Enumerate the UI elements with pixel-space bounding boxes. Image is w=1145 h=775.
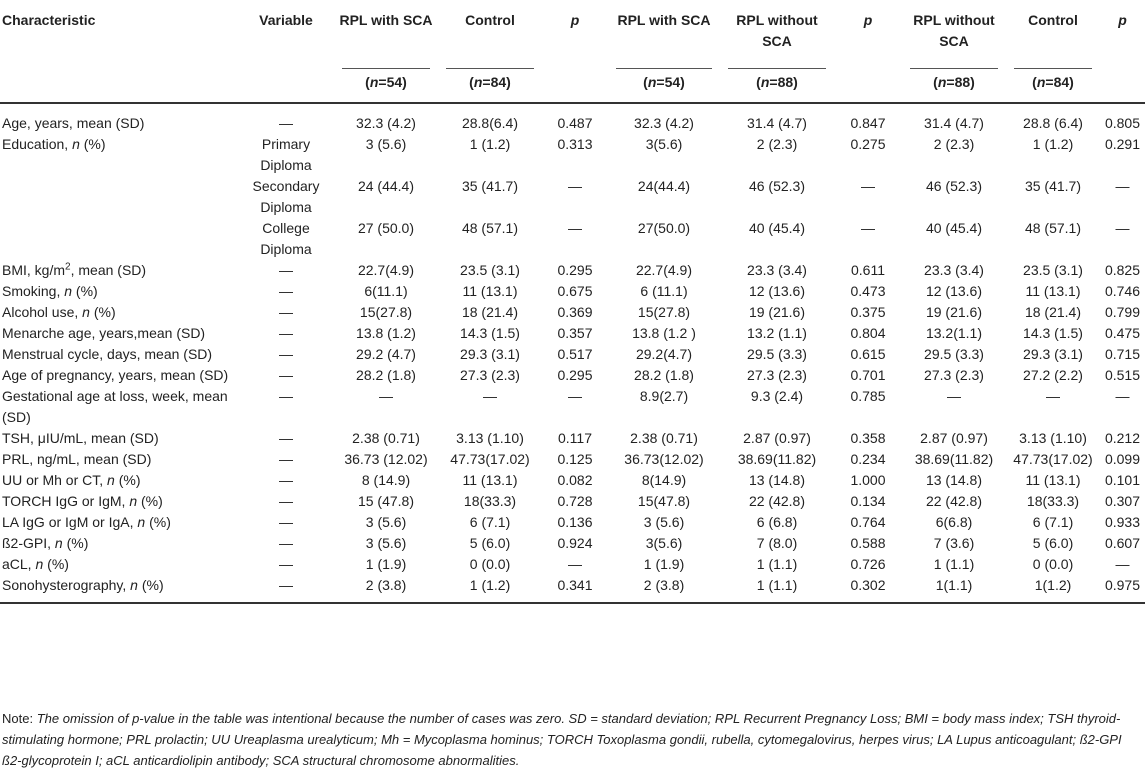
cell-value: — — [379, 388, 393, 404]
cell-value: 6 (6.8) — [756, 514, 798, 530]
cell-value: 47.73(17.02) — [1013, 451, 1093, 467]
cell-value: 38.69(11.82) — [914, 451, 994, 467]
table-row — [0, 491, 1145, 512]
cell-p-value: 0.799 — [1104, 304, 1141, 320]
header-characteristic: Characteristic — [2, 12, 96, 28]
cell-p-value: 1.000 — [850, 472, 886, 488]
cell-characteristic: BMI, $kg/m^2$, mean (SD) — [2, 261, 147, 278]
cell-value: 18 (21.4) — [461, 304, 519, 320]
cell-value: 18 (21.4) — [1024, 304, 1082, 320]
cell-value: 1(1.1) — [902, 575, 1006, 603]
table-row — [0, 218, 1145, 260]
header-variable: Variable — [259, 12, 313, 28]
cell-p-value: 0.847 — [850, 115, 886, 131]
cell-characteristic — [0, 218, 238, 260]
cell-value: 28.8(6.4) — [461, 115, 519, 131]
cell-variable: — — [279, 325, 293, 341]
cell-value: 24 (44.4) — [357, 178, 415, 194]
cell-value: 22 (42.8) — [748, 493, 806, 509]
cell-value: 32.3 (4.2) — [356, 115, 416, 131]
cell-characteristic: Menstrual cycle, days, mean (SD) — [2, 346, 213, 362]
cell-p-value: 0.134 — [850, 493, 886, 509]
cell-value: 23.5 (3.1) — [1023, 262, 1083, 278]
cell-p-value: 0.611 — [851, 262, 885, 278]
cell-p-value: 0.375 — [850, 304, 886, 320]
cell-characteristic: TSH, μIU/mL, mean (SD) — [2, 430, 159, 446]
cell-value: 2.38 (0.71) — [630, 430, 698, 446]
cell-value: 6(11.1) — [364, 283, 408, 299]
cell-characteristic: Education, n (%) — [2, 136, 106, 152]
cell-p-value: 0.804 — [850, 325, 886, 341]
cell-characteristic: Age, years, mean (SD) — [2, 115, 145, 131]
cell-value: 3 (5.6) — [365, 514, 407, 530]
cell-value: 5 (6.0) — [469, 535, 511, 551]
cell-value: 13.8 (1.2 ) — [632, 325, 696, 341]
cell-value: 24(44.4) — [637, 178, 691, 194]
cell-p-value: — — [568, 556, 582, 572]
table-row — [0, 302, 1145, 323]
cell-variable: — — [279, 388, 293, 404]
cell-value: 28.8 (6.4) — [1023, 115, 1083, 131]
cell-value: 23.5 (3.1) — [460, 262, 520, 278]
header-n-label: (n=54) — [608, 68, 720, 103]
cell-value: 18(33.3) — [1026, 493, 1080, 509]
table-row — [0, 386, 1145, 428]
cell-p-value: 0.234 — [850, 451, 886, 467]
cell-variable: — — [279, 430, 293, 446]
cell-value: 13.8 (1.2) — [356, 325, 416, 341]
cell-p-value: 0.615 — [850, 346, 886, 362]
cell-characteristic: ß2-GPI, n (%) — [2, 535, 89, 551]
header-group: Control — [1028, 12, 1078, 28]
header-p: p — [570, 12, 580, 28]
cell-p-value: 0.275 — [850, 136, 886, 152]
cell-value: 29.5 (3.3) — [924, 346, 984, 362]
table-body — [0, 103, 1145, 603]
cell-value: 12 (13.6) — [925, 283, 983, 299]
cell-value: 3 (5.6) — [365, 136, 407, 152]
cell-p-value: — — [861, 220, 875, 236]
cell-value: 18(33.3) — [463, 493, 517, 509]
cell-value: 11 (13.1) — [462, 472, 518, 488]
cell-value: 23.3 (3.4) — [747, 262, 807, 278]
cell-value: 15 (47.8) — [357, 493, 415, 509]
cell-value: 2 (2.3) — [933, 136, 975, 152]
cell-p-value: 0.975 — [1100, 575, 1145, 603]
cell-value: 8.9(2.7) — [639, 388, 689, 404]
cell-p-value: 0.082 — [557, 472, 593, 488]
cell-variable: — — [279, 346, 293, 362]
cell-value: 29.2 (4.7) — [356, 346, 416, 362]
table-row — [0, 575, 1145, 603]
cell-variable: — — [279, 451, 293, 467]
cell-p-value: 0.785 — [850, 388, 886, 404]
cell-value: 31.4 (4.7) — [924, 115, 984, 131]
cell-p-value: — — [861, 178, 875, 194]
header-row — [0, 4, 1145, 68]
cell-value: 3.13 (1.10) — [456, 430, 524, 446]
cell-p-value: 0.291 — [1104, 136, 1141, 152]
cell-p-value: 0.924 — [557, 535, 593, 551]
cell-value: 1 (1.9) — [365, 556, 407, 572]
cell-value: 1(1.2) — [1006, 575, 1100, 603]
cell-p-value: 0.295 — [557, 367, 593, 383]
cell-characteristic: Alcohol use, n (%) — [2, 304, 116, 320]
cell-p-value: — — [1115, 220, 1130, 236]
cell-value: 46 (52.3) — [925, 178, 983, 194]
cell-value: 8(14.9) — [641, 472, 687, 488]
cell-value: 2 (3.8) — [334, 575, 438, 603]
cell-variable: — — [279, 115, 293, 131]
cell-value: 6(6.8) — [935, 514, 973, 530]
header-n-label: (n=88) — [902, 68, 1006, 103]
table-note — [2, 708, 1143, 771]
cell-p-value: 0.825 — [1104, 262, 1141, 278]
cell-p-value: 0.517 — [557, 346, 593, 362]
cell-value: 29.3 (3.1) — [1023, 346, 1083, 362]
cell-value: 3 (5.6) — [643, 514, 685, 530]
header-group: RPL with SCA — [339, 12, 433, 28]
header-n-label: (n=88) — [720, 68, 834, 103]
cell-p-value: 0.357 — [557, 325, 593, 341]
cell-value: 22.7(4.9) — [635, 262, 693, 278]
cell-variable: — — [238, 575, 334, 603]
cell-value: 8 (14.9) — [361, 472, 411, 488]
header-n-label: (n=54) — [334, 68, 438, 103]
header-p: p — [863, 12, 873, 28]
cell-variable: — — [279, 304, 293, 320]
cell-value: 47.73(17.02) — [450, 451, 530, 467]
cell-value: 6 (7.1) — [469, 514, 511, 530]
cell-value: 48 (57.1) — [1024, 220, 1082, 236]
cell-value: 27.3 (2.3) — [460, 367, 520, 383]
cell-value: 11 (13.1) — [1025, 283, 1081, 299]
cell-value: 35 (41.7) — [1024, 178, 1082, 194]
cell-p-value: 0.805 — [1104, 115, 1141, 131]
cell-p-value: 0.607 — [1104, 535, 1141, 551]
table-row — [0, 344, 1145, 365]
cell-variable: — — [279, 535, 293, 551]
cell-p-value: — — [1115, 556, 1130, 572]
characteristics-table — [0, 4, 1145, 604]
cell-p-value: 0.358 — [850, 430, 886, 446]
header-p: p — [1118, 12, 1127, 28]
cell-value: 2.87 (0.97) — [920, 430, 988, 446]
header-n-row — [0, 68, 1145, 103]
cell-value: 19 (21.6) — [748, 304, 806, 320]
cell-p-value: 0.487 — [557, 115, 593, 131]
note-text: The omission of p-value in the table was intentional because the number of cases was zero. SD = standard deviation; RPL Recurrent Pregnancy Loss; BMI = body mass index; TSH thyroid-stimulating hormone; PRL prolactin; UU Ureaplasma urealyticum; Mh = Mycoplasma hominus; TORCH Toxoplasma gondii, rubella, cytomegalovirus, herpes virus; LA Lupus anticoagulant; ß2-GPI ß2-glycoprotein I; aCL anticardiolipin antibody; SCA structural chromosome abnormalities. — [2, 711, 1122, 768]
cell-value: 0 (0.0) — [469, 556, 511, 572]
cell-variable: — — [279, 493, 293, 509]
cell-value: 14.3 (1.5) — [460, 325, 520, 341]
cell-value: 48 (57.1) — [461, 220, 519, 236]
cell-value: 3.13 (1.10) — [1019, 430, 1087, 446]
cell-p-value: — — [1115, 388, 1130, 404]
cell-p-value: 0.475 — [1104, 325, 1141, 341]
header-group: Control — [465, 12, 515, 28]
cell-characteristic: Menarche age, years,mean (SD) — [2, 325, 206, 341]
cell-value: 28.2 (1.8) — [634, 367, 694, 383]
cell-p-value: 0.313 — [557, 136, 593, 152]
cell-value: 19 (21.6) — [925, 304, 983, 320]
table-row — [0, 512, 1145, 533]
cell-value: 35 (41.7) — [461, 178, 519, 194]
cell-variable: Secondary Diploma — [252, 178, 320, 215]
cell-value: 15(27.8) — [359, 304, 413, 320]
cell-p-value: 0.307 — [1104, 493, 1141, 509]
cell-p-value: 0.212 — [1104, 430, 1141, 446]
cell-value: 27.3 (2.3) — [747, 367, 807, 383]
cell-characteristic: TORCH IgG or IgM, n (%) — [2, 493, 163, 509]
cell-value: 1 (1.9) — [643, 556, 685, 572]
cell-p-value: 0.341 — [542, 575, 608, 603]
cell-variable: — — [279, 472, 293, 488]
cell-value: 36.73(12.02) — [624, 451, 704, 467]
cell-value: 6 (7.1) — [1032, 514, 1074, 530]
table-row — [0, 449, 1145, 470]
cell-value: 29.5 (3.3) — [747, 346, 807, 362]
table-row — [0, 470, 1145, 491]
cell-variable: — — [279, 283, 293, 299]
cell-p-value: — — [1115, 178, 1130, 194]
cell-p-value: 0.369 — [557, 304, 593, 320]
cell-p-value: — — [568, 388, 582, 404]
cell-value: 2.87 (0.97) — [743, 430, 811, 446]
cell-characteristic: Gestational age at loss, week, mean (SD) — [2, 388, 228, 425]
cell-p-value: 0.295 — [557, 262, 593, 278]
cell-characteristic — [0, 176, 238, 218]
header-n-label: (n=84) — [438, 68, 542, 103]
table-row — [0, 365, 1145, 386]
table-row — [0, 103, 1145, 134]
cell-value: 9.3 (2.4) — [750, 388, 804, 404]
cell-p-value: 0.515 — [1104, 367, 1141, 383]
cell-value: 2.38 (0.71) — [352, 430, 420, 446]
cell-variable: College Diploma — [260, 220, 312, 257]
table-row — [0, 134, 1145, 176]
cell-characteristic: Age of pregnancy, years, mean (SD) — [2, 367, 229, 383]
cell-value: 3(5.6) — [645, 535, 683, 551]
cell-variable: — — [279, 514, 293, 530]
cell-value: 7 (8.0) — [756, 535, 798, 551]
cell-p-value: — — [568, 220, 582, 236]
cell-p-value: 0.125 — [557, 451, 593, 467]
cell-variable: — — [279, 367, 293, 383]
cell-characteristic: Sonohysterography, n (%) — [0, 575, 238, 603]
cell-value: 11 (13.1) — [462, 283, 518, 299]
table-row — [0, 281, 1145, 302]
cell-p-value: 0.728 — [557, 493, 593, 509]
cell-p-value: 0.726 — [850, 556, 886, 572]
cell-value: 27(50.0) — [637, 220, 691, 236]
cell-value: 1 (1.2) — [469, 136, 511, 152]
cell-value: 2 (3.8) — [608, 575, 720, 603]
cell-p-value: 0.746 — [1104, 283, 1141, 299]
cell-value: 1 (1.2) — [438, 575, 542, 603]
cell-p-value: 0.715 — [1104, 346, 1141, 362]
cell-p-value: 0.117 — [558, 430, 592, 446]
cell-value: 15(47.8) — [637, 493, 691, 509]
cell-value: 31.4 (4.7) — [747, 115, 807, 131]
cell-value: 1 (1.1) — [756, 556, 798, 572]
cell-value: 1 (1.1) — [720, 575, 834, 603]
header-group: RPL without SCA — [913, 12, 995, 49]
header-group: RPL without SCA — [736, 12, 818, 49]
cell-value: 13 (14.8) — [925, 472, 983, 488]
cell-value: 36.73 (12.02) — [344, 451, 428, 467]
cell-variable: — — [279, 262, 293, 278]
cell-characteristic: PRL, ng/mL, mean (SD) — [2, 451, 152, 467]
cell-value: 13 (14.8) — [748, 472, 806, 488]
cell-p-value: 0.136 — [557, 514, 593, 530]
cell-value: 40 (45.4) — [925, 220, 983, 236]
cell-value: 32.3 (4.2) — [634, 115, 694, 131]
cell-value: 28.2 (1.8) — [356, 367, 416, 383]
cell-value: 13.2 (1.1) — [747, 325, 807, 341]
cell-value: 29.2(4.7) — [635, 346, 693, 362]
cell-value: 7 (3.6) — [933, 535, 975, 551]
header-group: RPL with SCA — [617, 12, 711, 28]
cell-value: 2 (2.3) — [756, 136, 798, 152]
cell-value: 38.69(11.82) — [737, 451, 817, 467]
cell-value: 11 (13.1) — [1025, 472, 1081, 488]
cell-p-value: 0.099 — [1104, 451, 1141, 467]
cell-value: 0 (0.0) — [1032, 556, 1074, 572]
cell-value: 13.2(1.1) — [925, 325, 983, 341]
cell-value: 14.3 (1.5) — [1023, 325, 1083, 341]
cell-p-value: 0.933 — [1104, 514, 1141, 530]
cell-p-value: 0.701 — [850, 367, 886, 383]
cell-p-value: 0.764 — [850, 514, 886, 530]
cell-p-value: — — [568, 178, 582, 194]
cell-value: 22 (42.8) — [925, 493, 983, 509]
cell-variable: Primary Diploma — [260, 136, 312, 173]
cell-value: 3(5.6) — [645, 136, 683, 152]
table-row — [0, 554, 1145, 575]
cell-value: — — [947, 388, 961, 404]
cell-value: 15(27.8) — [637, 304, 691, 320]
cell-p-value: 0.588 — [850, 535, 886, 551]
table-row — [0, 323, 1145, 344]
cell-value: — — [1046, 388, 1060, 404]
cell-value: 27 (50.0) — [357, 220, 415, 236]
cell-value: — — [483, 388, 497, 404]
cell-characteristic: Smoking, n (%) — [2, 283, 98, 299]
cell-value: 5 (6.0) — [1032, 535, 1074, 551]
cell-p-value: 0.473 — [850, 283, 886, 299]
note-label: Note: — [2, 711, 34, 726]
cell-characteristic: LA IgG or IgM or IgA, n (%) — [2, 514, 171, 530]
cell-characteristic: aCL, n (%) — [2, 556, 69, 572]
cell-characteristic: UU or Mh or CT, n (%) — [2, 472, 141, 488]
table-row — [0, 176, 1145, 218]
cell-variable: — — [279, 556, 293, 572]
cell-value: 12 (13.6) — [748, 283, 806, 299]
table-row — [0, 533, 1145, 554]
cell-value: 40 (45.4) — [748, 220, 806, 236]
cell-value: 29.3 (3.1) — [460, 346, 520, 362]
table-row — [0, 428, 1145, 449]
cell-value: 27.2 (2.2) — [1023, 367, 1083, 383]
cell-value: 23.3 (3.4) — [924, 262, 984, 278]
cell-value: 46 (52.3) — [748, 178, 806, 194]
table-row — [0, 260, 1145, 281]
cell-value: 1 (1.1) — [933, 556, 975, 572]
cell-value: 27.3 (2.3) — [924, 367, 984, 383]
cell-value: 6 (11.1) — [640, 283, 688, 299]
cell-p-value: 0.101 — [1104, 472, 1141, 488]
cell-value: 1 (1.2) — [1032, 136, 1074, 152]
cell-value: 22.7(4.9) — [357, 262, 415, 278]
cell-value: 3 (5.6) — [365, 535, 407, 551]
header-n-label: (n=84) — [1006, 68, 1100, 103]
cell-p-value: 0.302 — [834, 575, 902, 603]
cell-p-value: 0.675 — [557, 283, 593, 299]
